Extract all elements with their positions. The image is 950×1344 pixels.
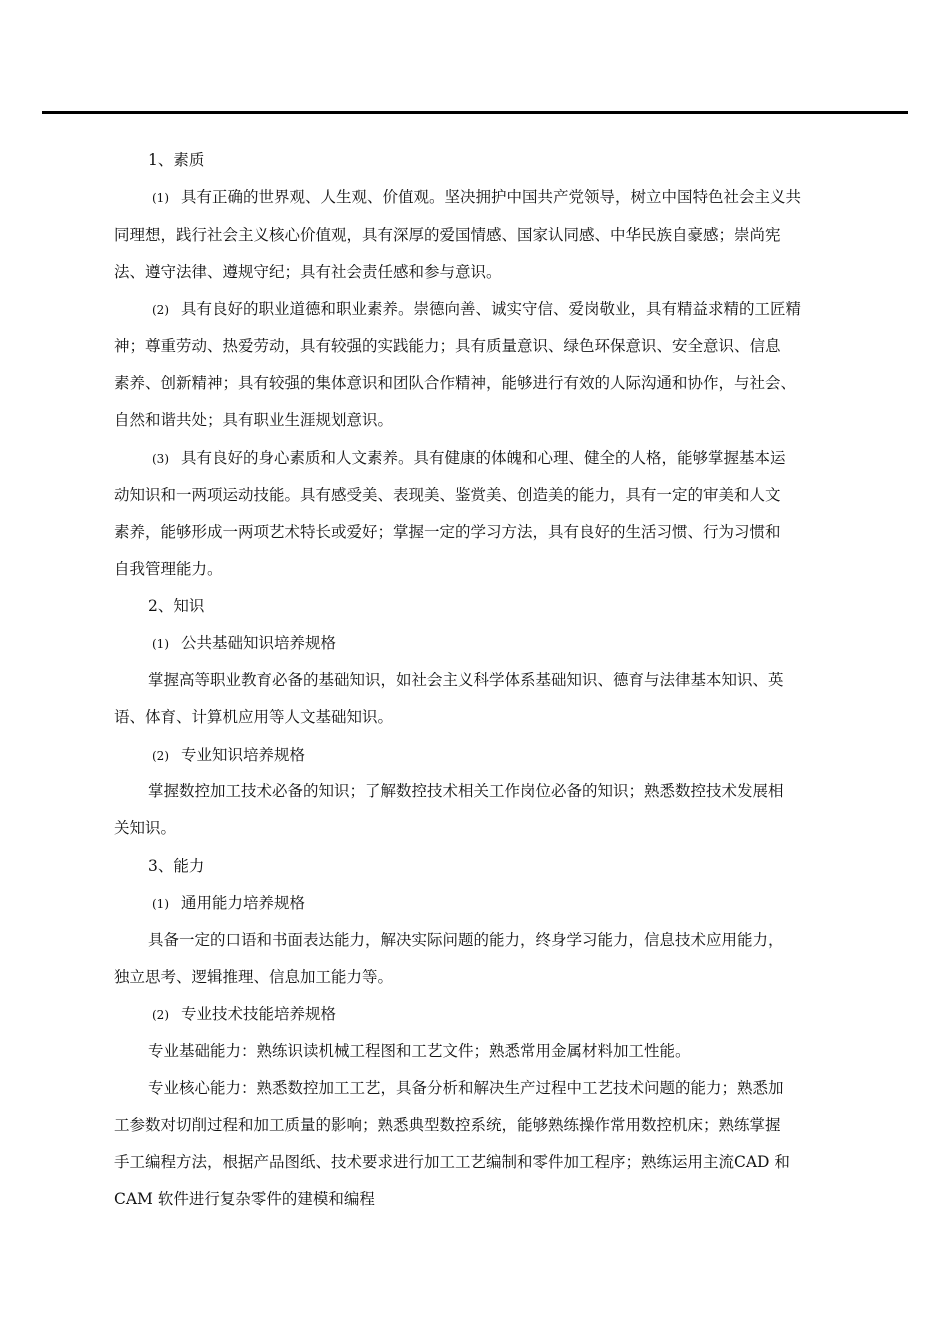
section-heading-quality: 1、素质 — [148, 151, 205, 169]
item-number: (2) — [152, 749, 169, 763]
paragraph-line: 手工编程方法，根据产品图纸、技术要求进行加工工艺编制和零件加工程序；熟练运用主流CAD 和 — [114, 1153, 790, 1171]
subsection-title — [152, 633, 336, 654]
paragraph-line: 自然和谐共处；具有职业生涯规划意识。 — [114, 411, 394, 429]
paragraph-line: 自我管理能力。 — [114, 560, 223, 578]
item-number: (1) — [152, 191, 169, 205]
subsection-title-text: 专业技术技能培养规格 — [181, 1005, 337, 1023]
paragraph-line — [152, 187, 801, 208]
paragraph-line: 同理想，践行社会主义核心价值观，具有深厚的爱国情感、国家认同感、中华民族自豪感；崇尚宪 — [114, 226, 781, 244]
paragraph-text: 具有良好的身心素质和人文素养。具有健康的体魄和心理、健全的人格，能够掌握基本运 — [181, 449, 786, 467]
paragraph-line: 素养、创新精神；具有较强的集体意识和团队合作精神，能够进行有效的人际沟通和协作，与社会、 — [114, 374, 797, 392]
paragraph-text: 具有良好的职业道德和职业素养。崇德向善、诚实守信、爱岗敬业，具有精益求精的工匠精 — [181, 300, 802, 318]
section-heading-knowledge: 2、知识 — [148, 597, 205, 615]
paragraph-line: 神；尊重劳动、热爱劳动，具有较强的实践能力；具有质量意识、绿色环保意识、安全意识、信息 — [114, 337, 781, 355]
item-number: (2) — [152, 303, 169, 317]
paragraph-line: 关知识。 — [114, 819, 177, 837]
subsection-title-text: 专业知识培养规格 — [181, 746, 306, 764]
header-rule — [42, 111, 908, 114]
subsection-title-text: 通用能力培养规格 — [181, 894, 306, 912]
section-heading-ability: 3、能力 — [148, 857, 205, 875]
paragraph-line: CAM 软件进行复杂零件的建模和编程 — [114, 1190, 375, 1208]
paragraph-line: 法、遵守法律、遵规守纪；具有社会责任感和参与意识。 — [114, 263, 502, 281]
subsection-title — [152, 893, 305, 914]
paragraph-line: 掌握数控加工技术必备的知识；了解数控技术相关工作岗位必备的知识；熟悉数控技术发展相 — [148, 782, 784, 800]
paragraph-line: 独立思考、逻辑推理、信息加工能力等。 — [114, 968, 394, 986]
paragraph-line: 专业核心能力：熟悉数控加工工艺，具备分析和解决生产过程中工艺技术问题的能力；熟悉加 — [148, 1079, 784, 1097]
paragraph-line: 动知识和一两项运动技能。具有感受美、表现美、鉴赏美、创造美的能力，具有一定的审美和人文 — [114, 486, 781, 504]
paragraph-line: 语、体育、计算机应用等人文基础知识。 — [114, 708, 394, 726]
paragraph-line — [152, 448, 786, 469]
item-number: (2) — [152, 1008, 169, 1022]
subsection-title-text: 公共基础知识培养规格 — [181, 634, 337, 652]
paragraph-line: 专业基础能力：熟练识读机械工程图和工艺文件；熟悉常用金属材料加工性能。 — [148, 1042, 691, 1060]
paragraph-line: 具备一定的口语和书面表达能力，解决实际问题的能力，终身学习能力，信息技术应用能力， — [148, 931, 784, 949]
paragraph-line: 掌握高等职业教育必备的基础知识，如社会主义科学体系基础知识、德育与法律基本知识、英 — [148, 671, 784, 689]
item-number: (3) — [152, 452, 169, 466]
paragraph-text: 具有正确的世界观、人生观、价值观。坚决拥护中国共产党领导，树立中国特色社会主义共 — [181, 188, 802, 206]
subsection-title — [152, 745, 305, 766]
paragraph-line — [152, 299, 801, 320]
item-number: (1) — [152, 637, 169, 651]
paragraph-line: 素养，能够形成一两项艺术特长或爱好；掌握一定的学习方法，具有良好的生活习惯、行为习惯和 — [114, 523, 781, 541]
paragraph-line: 工参数对切削过程和加工质量的影响；熟悉典型数控系统，能够熟练操作常用数控机床；熟练掌握 — [114, 1116, 781, 1134]
subsection-title — [152, 1004, 336, 1025]
item-number: (1) — [152, 897, 169, 911]
